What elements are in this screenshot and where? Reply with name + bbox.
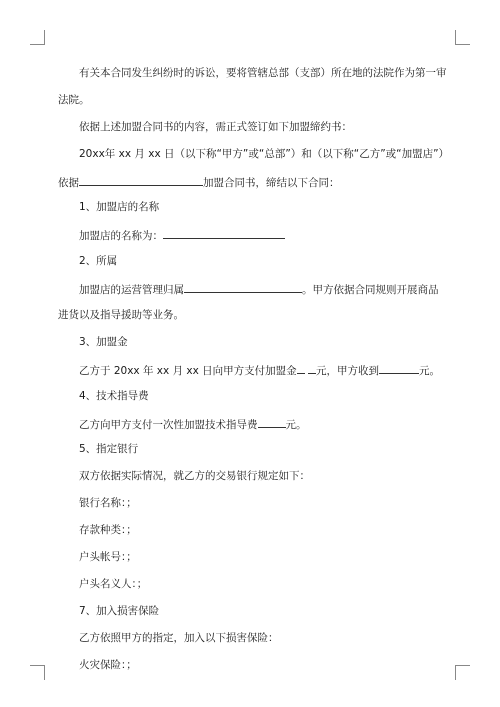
paragraph-line bbox=[58, 389, 442, 403]
text-run: 5、指定银行 bbox=[79, 443, 139, 456]
crop-mark-top-left bbox=[30, 30, 45, 45]
paragraph-line bbox=[58, 577, 442, 591]
paragraph-line bbox=[58, 523, 442, 537]
paragraph-line bbox=[58, 550, 442, 564]
text-run: 元，甲方收到 bbox=[316, 364, 380, 377]
paragraph-line bbox=[58, 200, 442, 214]
fill-in-blank bbox=[163, 227, 285, 239]
paragraph-line bbox=[58, 496, 442, 510]
text-run: 火灾保险：； bbox=[79, 658, 137, 671]
fill-in-blank bbox=[79, 174, 203, 186]
text-run: 4、技术指导费 bbox=[79, 389, 149, 402]
paragraph-line bbox=[58, 416, 442, 430]
paragraph-line bbox=[58, 66, 447, 80]
paragraph-line bbox=[58, 93, 442, 107]
document-body bbox=[58, 66, 450, 684]
paragraph-line bbox=[58, 335, 442, 349]
paragraph-line bbox=[58, 147, 450, 161]
crop-mark-bottom-right bbox=[455, 665, 470, 680]
text-run: 存款种类：； bbox=[79, 524, 137, 537]
text-run: 法院。 bbox=[58, 93, 90, 106]
text-run: 1、加盟店的名称 bbox=[79, 201, 160, 214]
text-run: 双方依据实际情况，就乙方的交易银行规定如下： bbox=[79, 470, 310, 483]
text-run: 加盟合同书，缔结以下合同： bbox=[203, 176, 340, 189]
paragraph-line bbox=[58, 442, 442, 456]
fill-in-blank bbox=[258, 416, 286, 428]
paragraph-line bbox=[58, 362, 442, 376]
text-run: 户头名义人：； bbox=[79, 577, 148, 590]
text-run: 7、加入损害保险 bbox=[79, 604, 160, 617]
paragraph-line bbox=[58, 631, 442, 645]
text-run: 。甲方依据合同规则开展商品 bbox=[302, 284, 439, 297]
paragraph-line bbox=[58, 174, 442, 188]
text-run: 乙方于 20xx 年 xx 月 xx 日向甲方支付加盟金 bbox=[79, 364, 297, 377]
paragraph-line bbox=[58, 658, 442, 672]
fill-in-blank bbox=[308, 362, 316, 374]
fill-in-blank bbox=[297, 362, 305, 374]
text-run: 乙方向甲方支付一次性加盟技术指导费 bbox=[79, 418, 258, 431]
paragraph-line bbox=[58, 281, 442, 295]
text-run: 20xx年 xx 月 xx 日（以下称“甲方”或“总部”）和（以下称“乙方”或“加盟店”） bbox=[79, 147, 450, 160]
text-run: 加盟店的运营管理归属 bbox=[79, 284, 184, 297]
text-run: 乙方依照甲方的指定，加入以下损害保险： bbox=[79, 631, 279, 644]
text-run: 依据 bbox=[58, 176, 79, 189]
text-run: 加盟店的名称为： bbox=[79, 230, 163, 243]
text-run: 有关本合同发生纠纷时的诉讼，要将管辖总部（支部）所在地的法院作为第一审 bbox=[79, 67, 447, 79]
text-run: 元。 bbox=[419, 364, 441, 377]
text-run: 依据上述加盟合同书的内容，需正式签订如下加盟缔约书： bbox=[79, 120, 352, 133]
paragraph-line bbox=[58, 604, 442, 618]
fill-in-blank bbox=[379, 362, 419, 374]
text-run: 3、加盟金 bbox=[79, 335, 128, 348]
crop-mark-bottom-left bbox=[30, 665, 45, 680]
paragraph-line bbox=[58, 120, 442, 134]
paragraph-line bbox=[58, 469, 442, 483]
crop-mark-top-right bbox=[455, 30, 470, 45]
fill-in-blank bbox=[184, 281, 302, 293]
paragraph-line bbox=[58, 227, 442, 241]
text-run: 户头帐号：； bbox=[79, 551, 137, 564]
paragraph-line bbox=[58, 254, 442, 268]
text-run: 银行名称：； bbox=[79, 497, 137, 510]
text-run: 元。 bbox=[285, 418, 307, 431]
text-run: 进货以及指导援助等业务。 bbox=[58, 309, 184, 322]
text-run: 2、所属 bbox=[79, 255, 118, 268]
paragraph-line bbox=[58, 308, 442, 322]
